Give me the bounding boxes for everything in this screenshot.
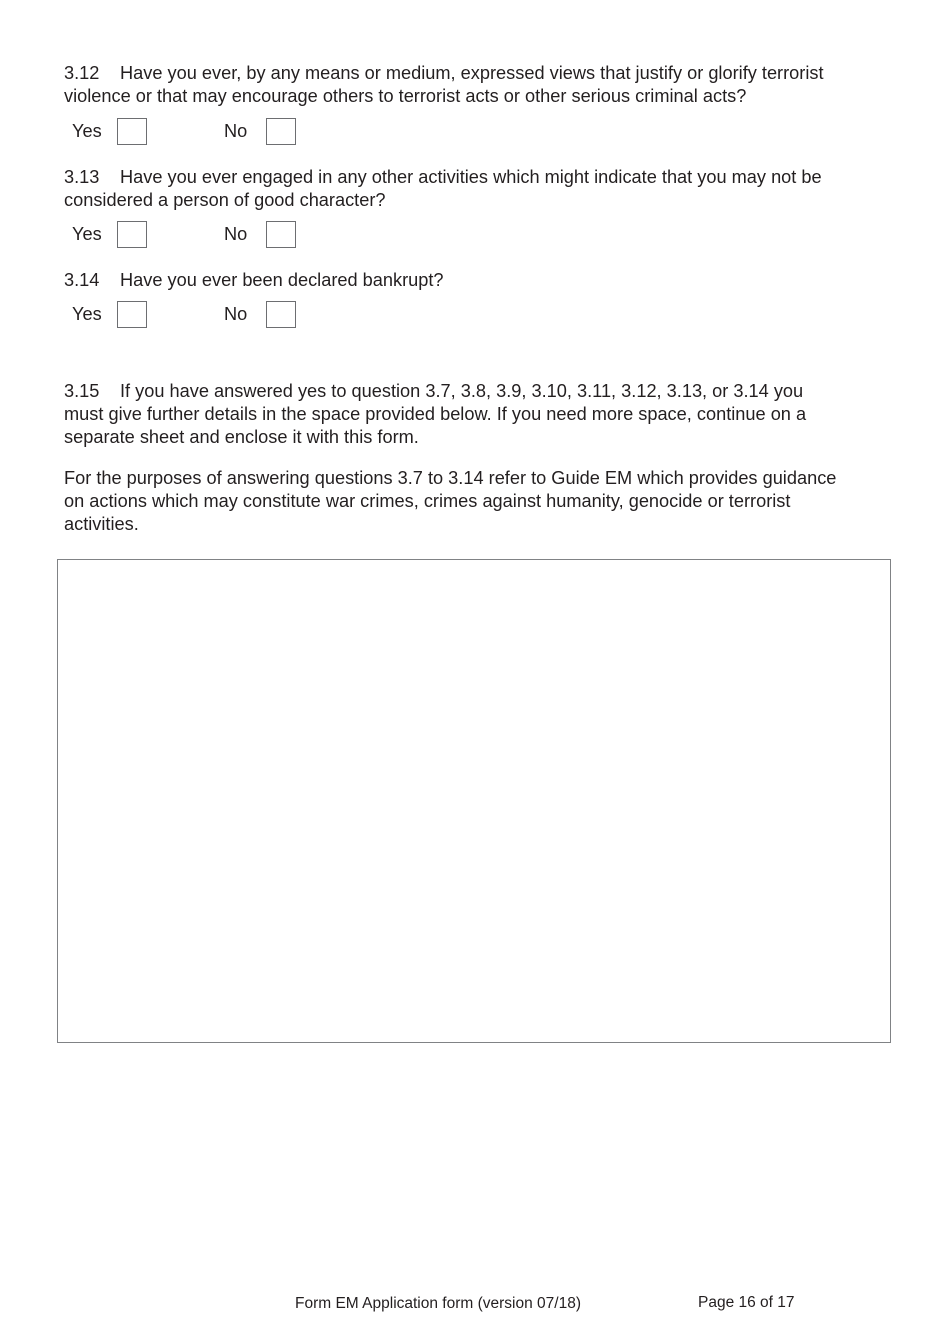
no-label: No [224,224,248,244]
question-text: Have you ever been declared bankrupt? [120,270,444,290]
question-text: If you have answered yes to question 3.7, 3.8, 3.9, 3.10, 3.11, 3.12, 3.13, or 3.14 you [120,381,804,401]
question-3-15-line2: must give further details in the space provided below. If you need more space, continue on a [64,404,807,424]
guidance-line3: activities. [64,514,139,534]
yes-label: Yes [72,304,102,324]
question-number: 3.13 [64,167,100,187]
question-3-12-line1 [64,62,894,85]
question-3-13 [64,166,894,212]
question-3-15-line1 [64,380,894,403]
question-number: 3.15 [64,381,100,401]
question-3-14-line1 [64,269,894,292]
question-3-14 [64,269,894,292]
no-label: No [224,121,248,141]
question-3-15 [64,380,894,449]
question-3-12 [64,62,894,108]
guidance-paragraph [64,467,894,536]
yes-label: Yes [72,224,102,244]
yes-label: Yes [72,121,102,141]
question-text: Have you ever engaged in any other activities which might indicate that you may not be [120,167,822,187]
question-3-15-line3: separate sheet and enclose it with this form. [64,427,419,447]
further-details-field[interactable] [57,559,891,1043]
checkbox-3-13-yes[interactable] [117,221,147,248]
guidance-line1: For the purposes of answering questions 3.7 to 3.14 refer to Guide EM which provides guidance [64,468,837,488]
guidance-line2: on actions which may constitute war crimes, crimes against humanity, genocide or terrorist [64,491,791,511]
question-3-13-line1 [64,166,894,189]
checkbox-3-14-no[interactable] [266,301,296,328]
question-number: 3.14 [64,270,100,290]
question-3-12-line2: violence or that may encourage others to terrorist acts or other serious criminal acts? [64,86,747,106]
footer-form-name: Form EM Application form (version 07/18) [295,1295,581,1312]
no-label: No [224,304,248,324]
checkbox-3-14-yes[interactable] [117,301,147,328]
checkbox-3-12-yes[interactable] [117,118,147,145]
footer-page-number: Page 16 of 17 [698,1294,795,1311]
question-text: Have you ever, by any means or medium, expressed views that justify or glorify terrorist [120,63,824,83]
checkbox-3-12-no[interactable] [266,118,296,145]
question-number: 3.12 [64,63,100,83]
checkbox-3-13-no[interactable] [266,221,296,248]
question-3-13-line2: considered a person of good character? [64,190,386,210]
